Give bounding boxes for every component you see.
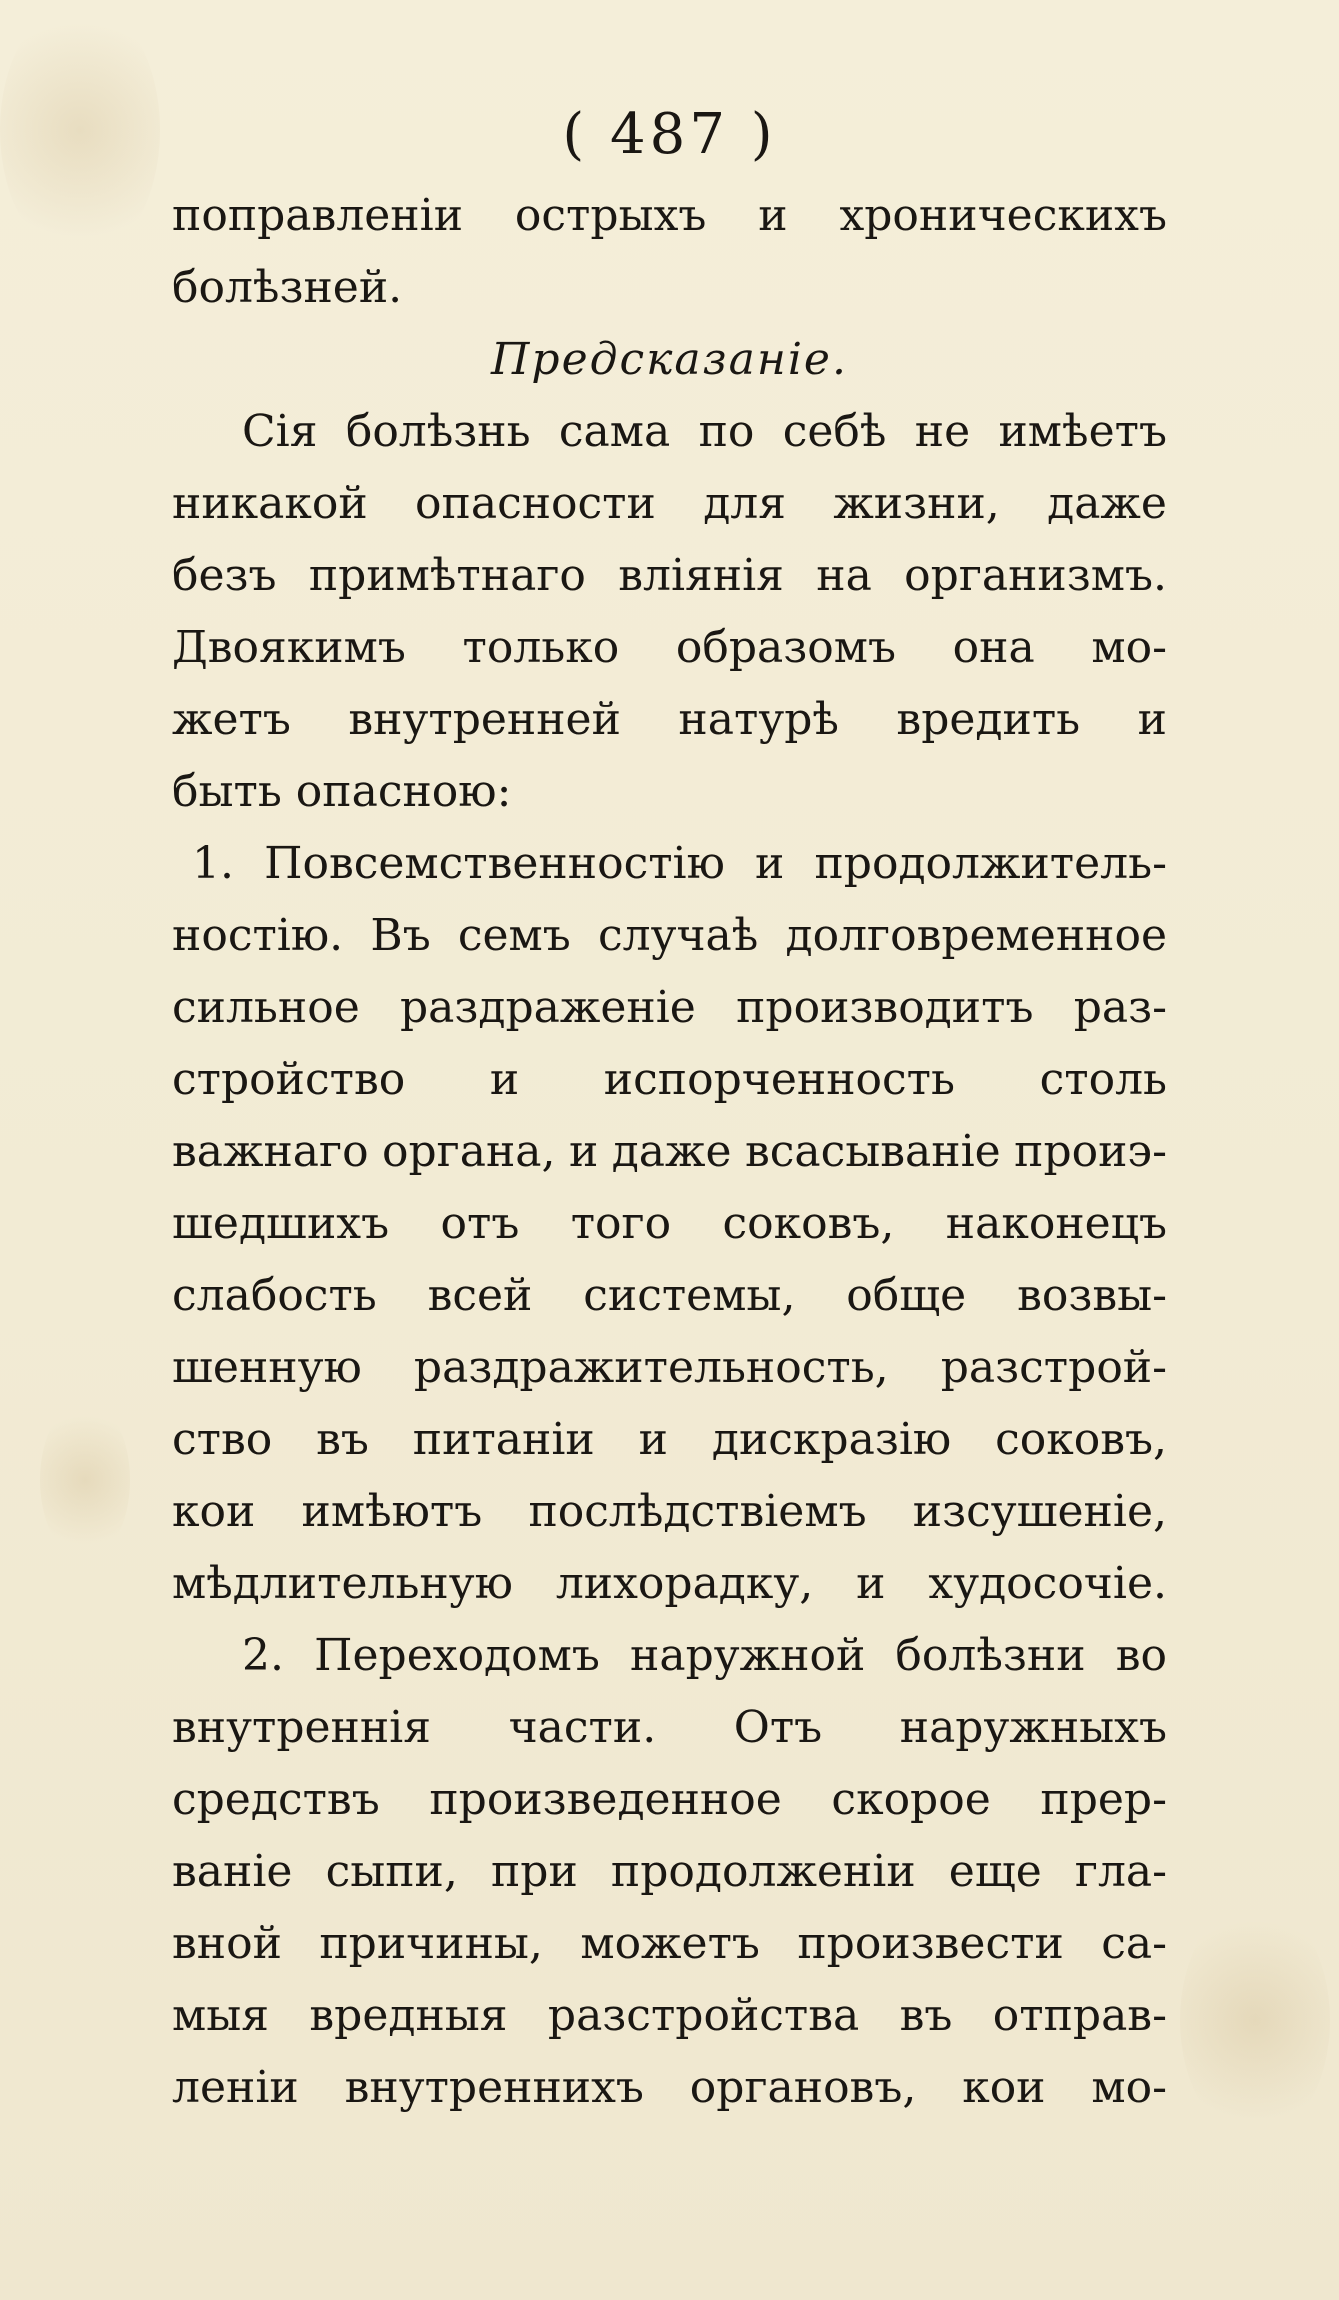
- word: и: [568, 1126, 599, 1177]
- word: даже: [1047, 478, 1167, 529]
- word: Сія: [242, 406, 318, 457]
- word: безъ: [172, 550, 277, 601]
- word: произвести: [797, 1918, 1064, 1969]
- word: жетъ: [172, 694, 291, 745]
- word: сама: [558, 406, 671, 457]
- word: она: [952, 622, 1035, 673]
- word: и: [758, 190, 788, 241]
- section-heading: Предсказаніе.: [491, 334, 848, 385]
- word: всей: [427, 1270, 533, 1321]
- word: Двоякимъ: [172, 622, 406, 673]
- text-line: [172, 1764, 1167, 1836]
- text-line: [172, 180, 1167, 252]
- word: и: [638, 1414, 668, 1465]
- word: раздражительность,: [413, 1342, 889, 1393]
- text-line: [172, 1404, 1167, 1476]
- word: произведенное: [429, 1774, 782, 1825]
- text-line: [172, 468, 1167, 540]
- word: мыя: [172, 1990, 270, 2041]
- word: не: [914, 406, 971, 457]
- word: семъ: [457, 910, 571, 961]
- word: органовъ,: [689, 2062, 917, 2113]
- word: части.: [508, 1702, 657, 1753]
- word: еще: [948, 1846, 1042, 1897]
- word: кои: [172, 1486, 256, 1537]
- text-line: [172, 1692, 1167, 1764]
- text-line: [172, 540, 1167, 612]
- text-line: [172, 2052, 1167, 2124]
- word: изсушеніе,: [912, 1486, 1167, 1537]
- word: и: [755, 838, 785, 889]
- word: соковъ,: [722, 1198, 895, 1249]
- word: въ: [899, 1990, 953, 2041]
- text-line: [172, 1548, 1167, 1620]
- word: даже: [611, 1126, 732, 1177]
- word: мо-: [1091, 622, 1167, 673]
- word: поправленіи: [172, 190, 464, 241]
- word: испорченность: [603, 1054, 955, 1105]
- word: болѣзни: [895, 1630, 1086, 1681]
- text-line: [172, 1116, 1167, 1188]
- word: можетъ: [580, 1918, 760, 1969]
- word: натурѣ: [678, 694, 839, 745]
- word: дискразію: [711, 1414, 952, 1465]
- word: прер-: [1040, 1774, 1167, 1825]
- word: продолженіи: [610, 1846, 916, 1897]
- word: на: [816, 550, 872, 601]
- word: вліянія: [618, 550, 784, 601]
- word: болѣзнь: [345, 406, 531, 457]
- word: 1.: [192, 838, 234, 889]
- word: внутреннихъ: [344, 2062, 644, 2113]
- word: слабость: [172, 1270, 377, 1321]
- word: раздраженіе: [400, 982, 696, 1033]
- word: образомъ: [675, 622, 896, 673]
- word: мѣдлительную: [172, 1558, 513, 1609]
- word: кои: [962, 2062, 1046, 2113]
- word: наконецъ: [945, 1198, 1167, 1249]
- text-line: [172, 1332, 1167, 1404]
- word: возвы-: [1017, 1270, 1167, 1321]
- text-line: [172, 684, 1167, 756]
- word: лихорадку,: [555, 1558, 814, 1609]
- paper-stain: [1180, 1900, 1330, 2140]
- word: наружной: [630, 1630, 866, 1681]
- word: наружныхъ: [899, 1702, 1167, 1753]
- word: острыхъ: [514, 190, 707, 241]
- word: леніи: [172, 2062, 299, 2113]
- word: мо-: [1091, 2062, 1167, 2113]
- word: 2.: [242, 1630, 284, 1681]
- text-line: [172, 1044, 1167, 1116]
- text-line: болѣзней.: [172, 262, 403, 313]
- word: въ: [316, 1414, 369, 1465]
- text-line: [172, 1620, 1167, 1692]
- word: себѣ: [782, 406, 887, 457]
- text-line: быть опасною:: [172, 766, 512, 817]
- text-line: [172, 828, 1167, 900]
- word: са-: [1101, 1918, 1167, 1969]
- word: шедшихъ: [172, 1198, 390, 1249]
- word: раз-: [1073, 982, 1167, 1033]
- word: скорое: [831, 1774, 991, 1825]
- text-line: [172, 612, 1167, 684]
- word: Переходомъ: [314, 1630, 600, 1681]
- text-line: [172, 396, 1167, 468]
- word: всасываніе: [744, 1126, 1001, 1177]
- word: ство: [172, 1414, 273, 1465]
- word: отправ-: [992, 1990, 1167, 2041]
- word: причины,: [319, 1918, 543, 1969]
- word: внутренней: [348, 694, 621, 745]
- word: только: [462, 622, 620, 673]
- word: того: [570, 1198, 672, 1249]
- word: и: [489, 1054, 520, 1105]
- word: системы,: [583, 1270, 796, 1321]
- text-line: [172, 1260, 1167, 1332]
- word: разстройства: [547, 1990, 860, 2041]
- word: во: [1115, 1630, 1167, 1681]
- word: при: [490, 1846, 578, 1897]
- text-line: [172, 1476, 1167, 1548]
- word: важнаго: [172, 1126, 369, 1177]
- word: внутреннія: [172, 1702, 432, 1753]
- word: гла-: [1074, 1846, 1167, 1897]
- word: долговременное: [785, 910, 1167, 961]
- text-line: [172, 1980, 1167, 2052]
- paper-stain: [40, 1400, 130, 1560]
- word: послѣдствіемъ: [528, 1486, 867, 1537]
- word: имѣютъ: [301, 1486, 483, 1537]
- word: столь: [1039, 1054, 1167, 1105]
- text-line: [172, 900, 1167, 972]
- word: Повсемственностію: [264, 838, 725, 889]
- word: случаѣ: [597, 910, 759, 961]
- word: для: [703, 478, 786, 529]
- text-line: [172, 1188, 1167, 1260]
- word: никакой: [172, 478, 368, 529]
- word: продолжитель-: [814, 838, 1167, 889]
- text-line: [172, 972, 1167, 1044]
- word: и: [856, 1558, 886, 1609]
- word: стройство: [172, 1054, 406, 1105]
- word: вредныя: [309, 1990, 508, 2041]
- word: отъ: [440, 1198, 520, 1249]
- word: разстрой-: [940, 1342, 1167, 1393]
- body-text: [172, 180, 1167, 2124]
- word: производитъ: [736, 982, 1034, 1033]
- word: питаніи: [412, 1414, 595, 1465]
- word: опасности: [415, 478, 656, 529]
- word: шенную: [172, 1342, 362, 1393]
- word: сильное: [172, 982, 360, 1033]
- word: органа,: [382, 1126, 556, 1177]
- word: имѣетъ: [998, 406, 1167, 457]
- word: и: [1137, 694, 1167, 745]
- word: Въ: [370, 910, 431, 961]
- text-line: [172, 1908, 1167, 1980]
- word: жизни,: [833, 478, 1000, 529]
- word: ваніе: [172, 1846, 293, 1897]
- word: Отъ: [733, 1702, 823, 1753]
- word: проиэ-: [1014, 1126, 1167, 1177]
- word: сыпи,: [325, 1846, 458, 1897]
- word: вной: [172, 1918, 282, 1969]
- word: вредить: [896, 694, 1081, 745]
- word: соковъ,: [995, 1414, 1167, 1465]
- word: организмъ.: [904, 550, 1167, 601]
- word: хроническихъ: [839, 190, 1167, 241]
- word: примѣтнаго: [308, 550, 586, 601]
- word: ностію.: [172, 910, 344, 961]
- word: средствъ: [172, 1774, 380, 1825]
- page-number: ( 487 ): [562, 102, 777, 167]
- word: обще: [846, 1270, 967, 1321]
- text-line: [172, 1836, 1167, 1908]
- word: по: [698, 406, 755, 457]
- word: худосочіе.: [928, 1558, 1167, 1609]
